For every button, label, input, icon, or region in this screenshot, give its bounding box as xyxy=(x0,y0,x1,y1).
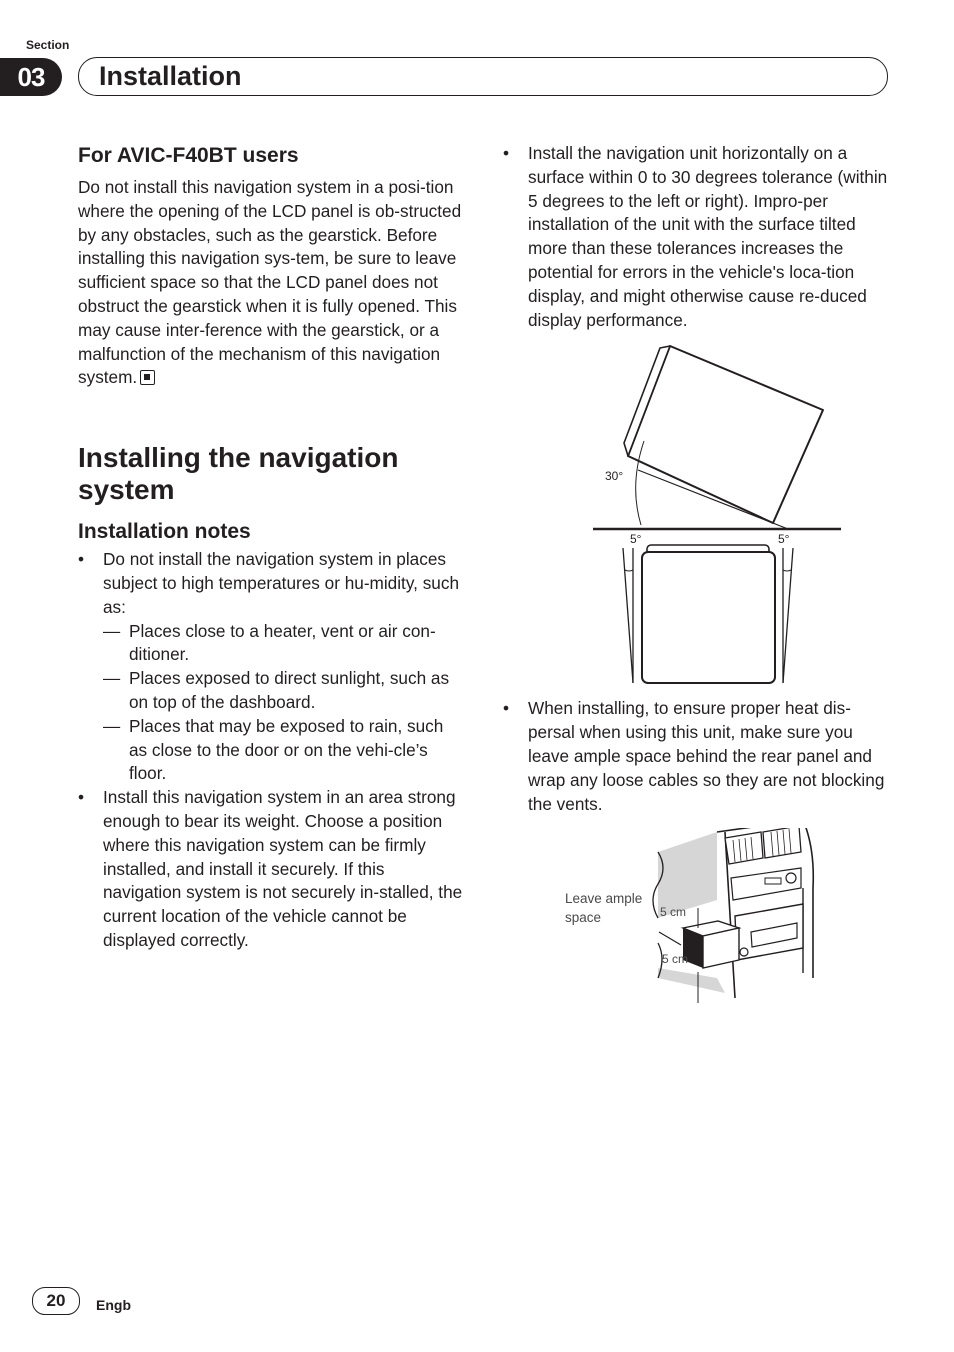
bottom-clearance-label: 5 cm xyxy=(662,952,689,967)
tilt-diagram xyxy=(503,340,893,685)
rear-clearance-arrow xyxy=(659,932,681,945)
right-air-vent xyxy=(763,828,801,858)
installing-heading: Installing the navigation system xyxy=(78,442,399,506)
page-number: 20 xyxy=(32,1287,80,1315)
front-unit-body xyxy=(642,552,775,683)
top-clearance-label: 5 cm xyxy=(660,905,687,920)
dash-text: Places close to a heater, vent or air con-ditioner. xyxy=(129,620,436,665)
avic-users-heading: For AVIC-F40BT users xyxy=(78,144,299,167)
note-bullet-heat-dispersal: • When installing, to ensure proper heat dis-persal when using this unit, make sure you leave ample space behind the rear panel and wrap any loose cables so they are not blocking the vents. xyxy=(503,697,893,816)
leave-ample-label-line2: space xyxy=(565,910,602,926)
control-knob xyxy=(786,873,796,883)
avic-users-paragraph xyxy=(78,176,466,390)
dash-mark: — xyxy=(103,668,121,689)
dash-mark: — xyxy=(103,620,121,641)
note-bullet-weight: • Install this navigation system in an area strong enough to bear its weight. Choose a position where this navigation system can be firmly installed, and install it securely. If this navigation system is not securely in-stalled, the current location of the vehicle cannot be displayed correctly. xyxy=(78,786,466,953)
left-angle-label: 5° xyxy=(630,532,642,547)
rear-panel-bottom xyxy=(658,968,725,993)
note-dash-heater xyxy=(78,620,466,668)
head-unit-knob xyxy=(740,948,748,956)
right-column xyxy=(503,142,893,1018)
dash-text: Places exposed to direct sunlight, such as on top of the dashboard. xyxy=(129,668,450,712)
left-air-vent xyxy=(725,832,763,864)
left-column xyxy=(78,142,466,953)
leave-ample-label-line1: Leave ample xyxy=(565,891,643,907)
section-label: Section xyxy=(26,38,70,52)
tilt-angle-label: 30° xyxy=(605,469,624,484)
avic-users-text: Do not install this navigation system in a posi-tion where the opening of the LCD panel is ob-structed by any obstacles, such as the gearstick. Before installing this navigation sys-tem, be sure to leave sufficient space so that the LCD panel does not obstruct the gearstick when it is fully opened. This may cause inter-ference with the gearstick, or a malfunction of the mechanism of this navigation system. xyxy=(78,177,462,388)
control-button xyxy=(765,878,781,884)
section-title: Installation xyxy=(99,61,242,91)
language-code: Engb xyxy=(96,1297,131,1313)
dash-text: Places that may be exposed to rain, such as close to the door or on the vehi-cle’s floor. xyxy=(129,715,444,784)
note-bullet-horizontal: • Install the navigation unit horizontally on a surface within 0 to 30 degrees tolerance (within 5 degrees to the left or right). Impro-per installation of the unit with the surface tilted more than these tolerances increases the potential for errors in the vehicle's loca-tion display, and might otherwise cause re-duced display performance. xyxy=(503,142,893,332)
right-angle-label: 5° xyxy=(778,532,790,547)
section-title-bar xyxy=(78,57,888,96)
installation-notes-heading: Installation notes xyxy=(78,520,251,544)
section-number-badge: 03 xyxy=(0,58,62,96)
right-angle-arc xyxy=(783,570,791,571)
left-tolerance-line xyxy=(623,548,633,683)
right-tolerance-line xyxy=(783,548,793,683)
end-of-section-icon xyxy=(140,370,155,385)
left-angle-arc xyxy=(625,570,633,571)
dash-mark: — xyxy=(103,715,121,736)
note-bullet-temperature: • Do not install the navigation system in places subject to high temperatures or hu-midity, such as: xyxy=(78,548,466,619)
note-dash-sunlight xyxy=(78,667,466,715)
clearance-diagram xyxy=(503,828,893,1018)
note-dash-rain xyxy=(78,715,466,786)
